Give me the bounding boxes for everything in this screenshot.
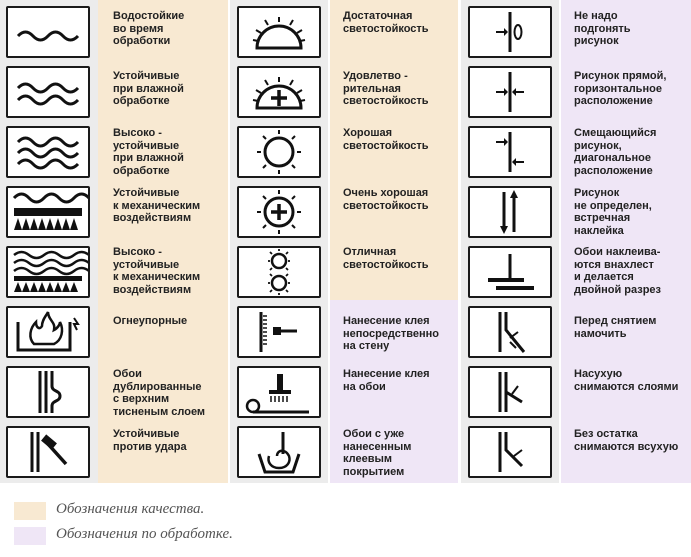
embossed-layer-icon [6,366,90,418]
half-sun-icon [237,6,321,58]
strippable-icon [468,426,552,478]
single-wave-icon [6,6,90,58]
wave-brush-icon [6,186,90,238]
double-sun-icon [237,246,321,298]
sun-icon [237,126,321,178]
label-reverse-hanging: Рисунок не определен, встречная наклейка [574,187,652,237]
label-water-resistant: Водостойкие во время обработки [113,10,185,47]
label-peelable: Насухую снимаются слоями [574,368,679,393]
label-duplex: Обои дублированные с верхним тисненым слоем [113,368,206,418]
label-strippable: Без остатка снимаются всухую [574,428,679,453]
label-very-good-lightfastness: Очень хорошая светостойкость [343,187,429,212]
label-paste-the-paper: Нанесение клея на обои [343,368,430,393]
reverse-hanging-icon [468,186,552,238]
hammer-icon [6,426,90,478]
label-impact-resistant: Устойчивые против удара [113,428,187,453]
paste-wall-icon [237,306,321,358]
legend-processing-label: Обозначения по обработке. [56,526,233,542]
label-offset-match: Смещающийся рисунок, диагональное расположение [574,127,657,177]
label-sufficient-lightfastness: Достаточная светостойкость [343,10,429,35]
half-sun-plus-icon [237,66,321,118]
paste-paper-icon [237,366,321,418]
legend-processing-swatch [14,527,46,545]
label-satisfactory-lightfastness: Удовлетво - рительная светостойкость [343,70,429,107]
fire-icon [6,306,90,358]
straight-match-icon [468,66,552,118]
triple-wave-icon [6,126,90,178]
label-excellent-lightfastness: Отличная светостойкость [343,246,429,271]
sun-plus-icon [237,186,321,238]
label-paste-the-wall: Нанесение клея непосредственно на стену [343,315,440,352]
label-overlap-double-cut: Обои наклеива- ются внахлест и делается двойной разрез [574,246,662,296]
label-free-match: Не надо подгонять рисунок [574,10,631,47]
label-washable: Устойчивые при влажной обработке [113,70,184,107]
offset-match-icon [468,126,552,178]
label-scrubbable: Устойчивые к механическим воздействиям [113,187,201,224]
label-prepasted: Обои с уже нанесенным клеевым покрытием [343,428,412,478]
peelable-icon [468,366,552,418]
legend-quality-swatch [14,502,46,520]
legend-quality-label: Обозначения качества. [56,501,205,517]
prepasted-icon [237,426,321,478]
overlap-cut-icon [468,246,552,298]
label-super-washable: Высоко - устойчивые при влажной обработке [113,127,184,177]
free-match-icon [468,6,552,58]
label-fireproof: Огнеупорные [113,315,188,327]
double-wave-icon [6,66,90,118]
label-straight-match: Рисунок прямой, горизонтальное расположение [574,70,667,107]
wet-removal-icon [468,306,552,358]
label-good-lightfastness: Хорошая светостойкость [343,127,429,152]
label-wet-removable: Перед снятием намочить [574,315,657,340]
label-super-scrubbable: Высоко - устойчивые к механическим воздействиям [113,246,201,296]
triple-wave-brush-icon [6,246,90,298]
